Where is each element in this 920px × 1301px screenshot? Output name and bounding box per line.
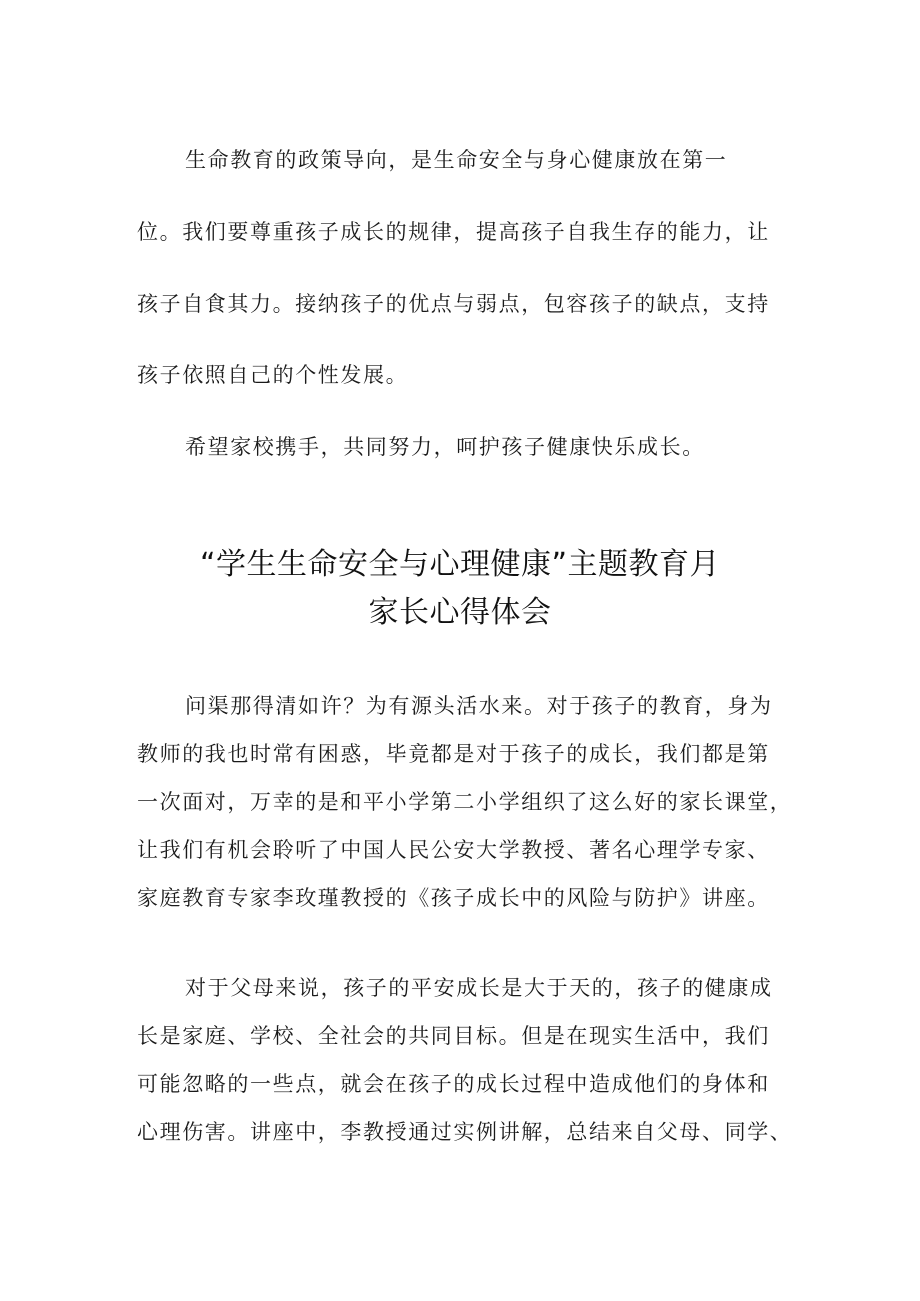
paragraph-line: 一次面对，万幸的是和平小学第二小学组织了这么好的家长课堂， <box>137 790 793 814</box>
paragraph-line: 生命教育的政策导向，是生命安全与身心健康放在第一 <box>185 148 728 172</box>
paragraph-line: 教师的我也时常有困惑，毕竟都是对于孩子的成长，我们都是第 <box>137 742 770 766</box>
article-title-line-1: “学生生命安全与心理健康”主题教育月 <box>199 547 721 582</box>
paragraph-line: 位。我们要尊重孩子成长的规律，提高孩子自我生存的能力，让 <box>137 220 770 244</box>
paragraph-line: 让我们有机会聆听了中国人民公安大学教授、著名心理学专家、 <box>137 838 770 862</box>
paragraph-line: 长是家庭、学校、全社会的共同目标。但是在现实生活中，我们 <box>137 1024 770 1048</box>
paragraph-line: 心理伤害。讲座中，李教授通过实例讲解，总结来自父母、同学、 <box>137 1120 793 1144</box>
paragraph-line: 孩子依照自己的个性发展。 <box>137 363 409 387</box>
article-title-line-2: 家长心得体会 <box>368 595 552 630</box>
paragraph-line: 问渠那得清如许？为有源头活水来。对于孩子的教育，身为 <box>185 694 773 718</box>
paragraph-line: 希望家校携手，共同努力，呵护孩子健康快乐成长。 <box>185 435 705 459</box>
paragraph-line: 对于父母来说，孩子的平安成长是大于天的，孩子的健康成 <box>185 976 773 1000</box>
paragraph-line: 可能忽略的一些点，就会在孩子的成长过程中造成他们的身体和 <box>137 1072 770 1096</box>
paragraph-line: 孩子自食其力。接纳孩子的优点与弱点，包容孩子的缺点，支持 <box>137 292 770 316</box>
paragraph-line: 家庭教育专家李玫瑾教授的《孩子成长中的风险与防护》讲座。 <box>137 886 770 910</box>
